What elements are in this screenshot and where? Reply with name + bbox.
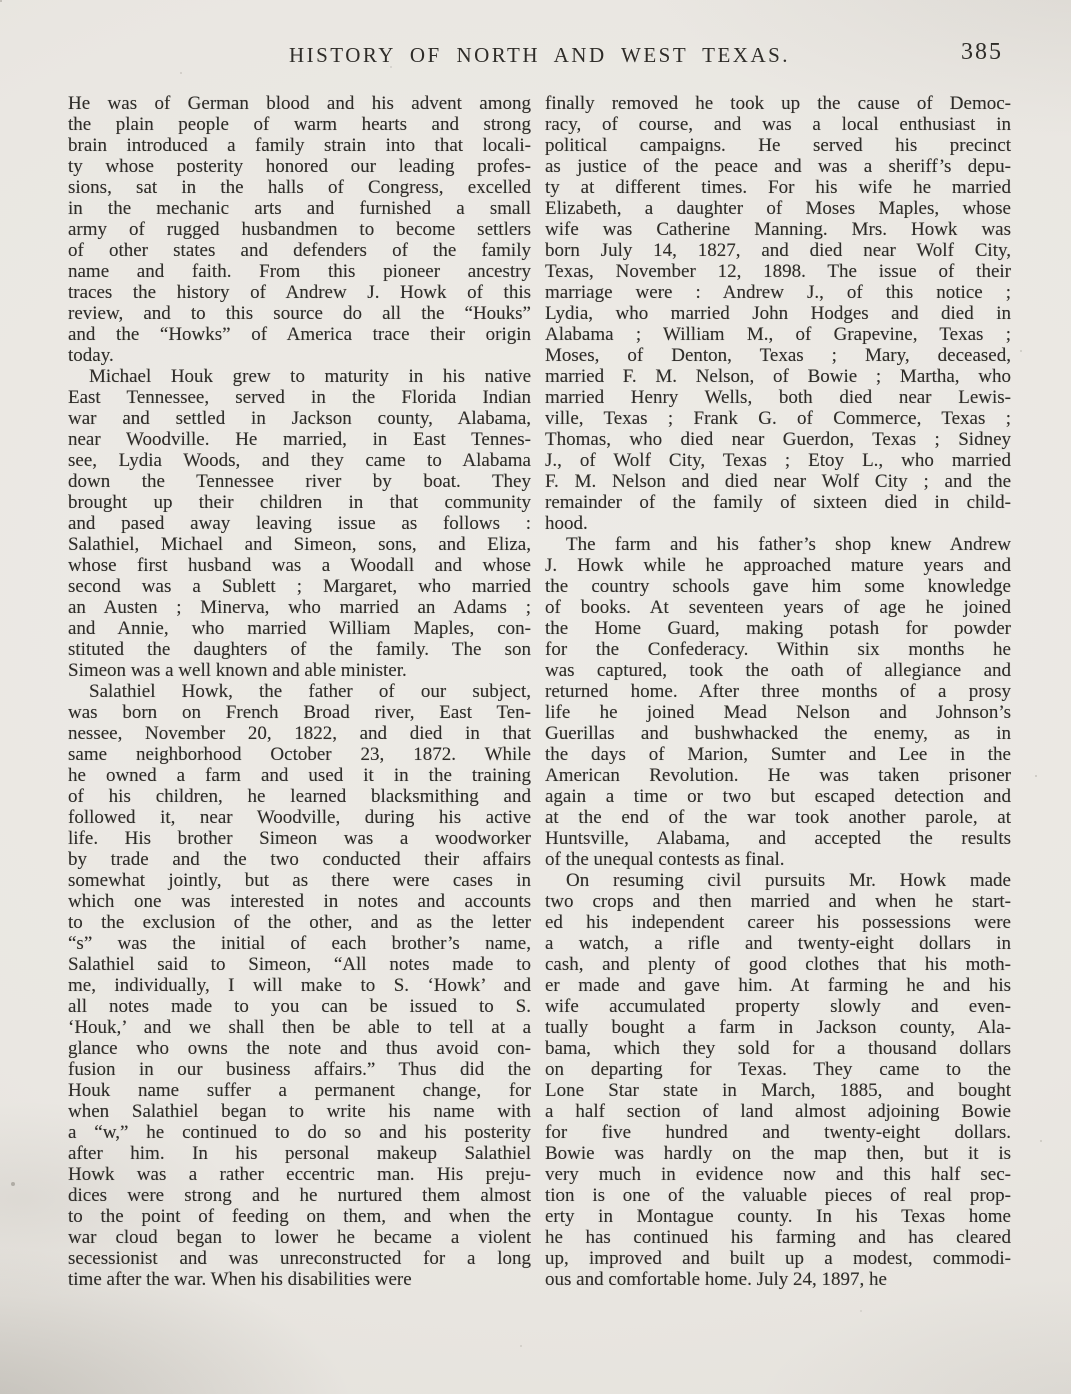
text-line: a half section of land almost adjoining Bowie [545, 1101, 1011, 1122]
text-line: to the point of feeding on them, and when the [68, 1206, 531, 1227]
text-line: see, Lydia Woods, and they came to Alabama [68, 450, 531, 471]
text-line: ville, Texas ; Frank G. of Commerce, Texas ; [545, 408, 1011, 429]
text-line: racy, of course, and was a local enthusiast in [545, 114, 1011, 135]
text-line: was born on French Broad river, East Ten- [68, 702, 531, 723]
text-line: wife was Catherine Manning. Mrs. Howk was [545, 219, 1011, 240]
text-line: in the mechanic arts and furnished a small [68, 198, 531, 219]
text-line: Alabama ; William M., of Grapevine, Texas ; [545, 324, 1011, 345]
text-line: ty at different times. For his wife he married [545, 177, 1011, 198]
paragraph [68, 681, 531, 1290]
paragraph [545, 870, 1011, 1290]
text-line: two crops and then married and when he start- [545, 891, 1011, 912]
text-line: by trade and the two conducted their affairs [68, 849, 531, 870]
text-line: Elizabeth, a daughter of Moses Maples, whose [545, 198, 1011, 219]
text-line: married Henry Wells, both died near Lewis- [545, 387, 1011, 408]
text-line: war cloud began to lower he became a violent [68, 1227, 531, 1248]
column-right [545, 93, 1011, 1290]
text-line: Lydia, who married John Hodges and died in [545, 303, 1011, 324]
text-line: returned home. After three months of a prosy [545, 681, 1011, 702]
text-line: nessee, November 20, 1822, and died in that [68, 723, 531, 744]
text-line: Huntsville, Alabama, and accepted the results [545, 828, 1011, 849]
paragraph [68, 366, 531, 681]
text-line: secessionist and was unreconstructed for a long [68, 1248, 531, 1269]
text-line: bama, which they sold for a thousand dollars [545, 1038, 1011, 1059]
text-line: Michael Houk grew to maturity in his native [89, 366, 531, 387]
text-line: ty whose posterity honored our leading profes- [68, 156, 531, 177]
page-header [68, 39, 1011, 72]
text-line: an Austen ; Minerva, who married an Adams ; [68, 597, 531, 618]
text-line: finally removed he took up the cause of Democ- [545, 93, 1011, 114]
text-line: Howk was a rather eccentric man. His preju- [68, 1164, 531, 1185]
text-line: a “w,” he continued to do so and his posterity [68, 1122, 531, 1143]
text-line: political campaigns. He served his precinct [545, 135, 1011, 156]
text-line: Guerillas and bushwhacked the enemy, as in [545, 723, 1011, 744]
text-line: life he joined Mead Nelson and Johnson’s [545, 702, 1011, 723]
text-line: born July 14, 1827, and died near Wolf City, [545, 240, 1011, 261]
text-line: name and faith. From this pioneer ancestry [68, 261, 531, 282]
text-line: war and settled in Jackson county, Alabama, [68, 408, 531, 429]
text-line: of books. At seventeen years of age he joined [545, 597, 1011, 618]
text-line: brought up their children in that community [68, 492, 531, 513]
text-line: remainder of the family of sixteen died in child- [545, 492, 1011, 513]
column-left [68, 93, 531, 1290]
text-line: a watch, a rifle and twenty-eight dollars in [545, 933, 1011, 954]
text-line: very much in evidence now and this half sec- [545, 1164, 1011, 1185]
text-line: me, individually, I will make to S. ‘Howk’ and [68, 975, 531, 996]
text-line: tually bought a farm in Jackson county, Ala- [545, 1017, 1011, 1038]
text-line: F. M. Nelson and died near Wolf City ; and the [545, 471, 1011, 492]
text-line: and Annie, who married William Maples, con- [68, 618, 531, 639]
text-line: Salathiel Howk, the father of our subject, [89, 681, 531, 702]
text-line: he has continued his farming and has cleared [545, 1227, 1011, 1248]
text-line: today. [68, 345, 114, 366]
text-line: ed his independent career his possessions were [545, 912, 1011, 933]
text-line: when Salathiel began to write his name with [68, 1101, 531, 1122]
text-line: married F. M. Nelson, of Bowie ; Martha, who [545, 366, 1011, 387]
text-line: for five hundred and twenty-eight dollars. [545, 1122, 1011, 1143]
text-line: ‘Houk,’ and we shall then be able to tell at a [68, 1017, 531, 1038]
paragraph [545, 534, 1011, 870]
text-line: tion is one of the valuable pieces of real prop- [545, 1185, 1011, 1206]
text-line: American Revolution. He was taken prisoner [545, 765, 1011, 786]
text-line: cash, and plenty of good clothes that his moth- [545, 954, 1011, 975]
text-line: again a time or two but escaped detection and [545, 786, 1011, 807]
text-line: he owned a farm and used it in the training [68, 765, 531, 786]
text-line: fusion in our business affairs.” Thus did the [68, 1059, 531, 1080]
text-line: glance who owns the note and thus avoid con- [68, 1038, 531, 1059]
text-line: second was a Sublett ; Margaret, who married [68, 576, 531, 597]
text-line: near Woodville. He married, in East Tennes- [68, 429, 531, 450]
text-line: at the end of the war took another parole, at [545, 807, 1011, 828]
text-line: marriage were : Andrew J., of this notice ; [545, 282, 1011, 303]
text-line: Texas, November 12, 1898. The issue of their [545, 261, 1011, 282]
text-line: the days of Marion, Sumter and Lee in the [545, 744, 1011, 765]
text-line: “s” was the initial of each brother’s name, [68, 933, 531, 954]
text-line: Bowie was hardly on the map then, but it is [545, 1143, 1011, 1164]
text-line: stituted the daughters of the family. The son [68, 639, 531, 660]
text-line: The farm and his father’s shop knew Andrew [566, 534, 1011, 555]
text-line: of his children, he learned blacksmithing and [68, 786, 531, 807]
text-line: up, improved and built up a modest, commodi- [545, 1248, 1011, 1269]
text-line: on departing for Texas. They came to the [545, 1059, 1011, 1080]
text-line: Thomas, who died near Guerdon, Texas ; Sidney [545, 429, 1011, 450]
text-line: sions, sat in the halls of Congress, excelled [68, 177, 531, 198]
text-line: of other states and defenders of the family [68, 240, 531, 261]
text-line: On resuming civil pursuits Mr. Howk made [566, 870, 1011, 891]
text-line: time after the war. When his disabilities were [68, 1269, 412, 1290]
text-line: all notes made to you can be issued to S. [68, 996, 531, 1017]
text-line: er made and gave him. At farming he and his [545, 975, 1011, 996]
text-line: East Tennessee, served in the Florida Indian [68, 387, 531, 408]
text-line: somewhat jointly, but as there were cases in [68, 870, 531, 891]
text-line: followed it, near Woodville, during his active [68, 807, 531, 828]
text-line: down the Tennessee river by boat. They [68, 471, 531, 492]
text-line: to the exclusion of the other, and as the letter [68, 912, 531, 933]
text-line: army of rugged husbandmen to become settlers [68, 219, 531, 240]
text-line: Houk name suffer a permanent change, for [68, 1080, 531, 1101]
text-line: as justice of the peace and was a sheriff’s depu- [545, 156, 1011, 177]
text-line: Salathiel said to Simeon, “All notes made to [68, 954, 531, 975]
running-title: HISTORY OF NORTH AND WEST TEXAS. [288, 43, 791, 67]
text-line: which one was interested in notes and accounts [68, 891, 531, 912]
text-line: J., of Wolf City, Texas ; Etoy L., who married [545, 450, 1011, 471]
text-line: erty in Montague county. In his Texas home [545, 1206, 1011, 1227]
text-line: Salathiel, Michael and Simeon, sons, and Eliza, [68, 534, 531, 555]
text-line: Moses, of Denton, Texas ; Mary, deceased, [545, 345, 1011, 366]
text-line: Lone Star state in March, 1885, and bought [545, 1080, 1011, 1101]
text-line: life. His brother Simeon was a woodworker [68, 828, 531, 849]
text-line: Simeon was a well known and able minister. [68, 660, 407, 681]
text-line: and the “Howks” of America trace their origin [68, 324, 531, 345]
text-line: wife accumulated property slowly and even- [545, 996, 1011, 1017]
text-line: and pased away leaving issue as follows : [68, 513, 531, 534]
text-line: dices were strong and he nurtured them almost [68, 1185, 531, 1206]
page-number: 385 [961, 39, 1003, 65]
text-line: hood. [545, 513, 588, 534]
text-line: same neighborhood October 23, 1872. While [68, 744, 531, 765]
text-line: the country schools gave him some knowledge [545, 576, 1011, 597]
paragraph [68, 93, 531, 366]
text-line: was captured, took the oath of allegiance and [545, 660, 1011, 681]
text-line: the plain people of warm hearts and strong [68, 114, 531, 135]
text-line: He was of German blood and his advent among [68, 93, 531, 114]
text-line: traces the history of Andrew J. Howk of this [68, 282, 531, 303]
text-line: review, and to this source do all the “Houks” [68, 303, 531, 324]
text-line: the Home Guard, making potash for powder [545, 618, 1011, 639]
text-line: ous and comfortable home. July 24, 1897, he [545, 1269, 887, 1290]
text-line: J. Howk while he approached mature years and [545, 555, 1011, 576]
text-line: brain introduced a family strain into that locali- [68, 135, 531, 156]
text-line: of the unequal contests as final. [545, 849, 785, 870]
text-line: whose first husband was a Woodall and whose [68, 555, 531, 576]
paragraph [545, 93, 1011, 534]
text-line: for the Confederacy. Within six months he [545, 639, 1011, 660]
text-line: after him. In his personal makeup Salathiel [68, 1143, 531, 1164]
